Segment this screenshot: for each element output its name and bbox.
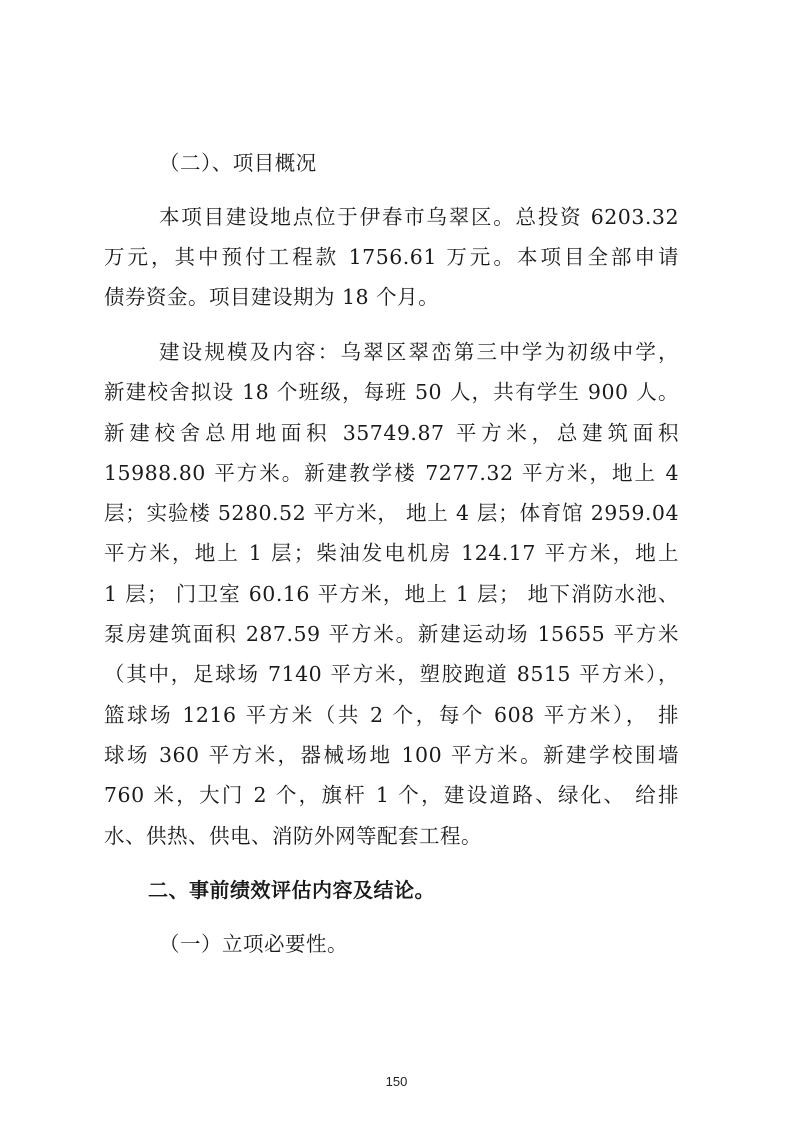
section-heading: （二）、项目概况 — [159, 151, 317, 175]
scale-line-1: 建设规模及内容：乌翠区翠峦第三中学为初级中学， — [159, 340, 679, 364]
scale-line-3: 新建校舍总用地面积 35749.87 平方米，总建筑面积 — [104, 421, 679, 445]
scale-line-2: 新建校舍拟设 18 个班级，每班 50 人，共有学生 900 人。 — [104, 380, 679, 404]
scale-line-4: 15988.80 平方米。新建教学楼 7277.32 平方米，地上 4 — [104, 461, 679, 485]
scale-line-11: 球场 360 平方米，器械场地 100 平方米。新建学校围墙 — [104, 743, 679, 767]
scale-line-12: 760 米，大门 2 个，旗杆 1 个，建设道路、绿化、 给排 — [104, 783, 679, 807]
overview-line-2: 万元，其中预付工程款 1756.61 万元。本项目全部申请 — [104, 245, 679, 269]
scale-line-10: 篮球场 1216 平方米（共 2 个，每个 608 平方米）， 排 — [104, 703, 679, 727]
overview-line-1: 本项目建设地点位于伊春市乌翠区。总投资 6203.32 — [159, 205, 679, 229]
scale-line-5: 层；实验楼 5280.52 平方米， 地上 4 层；体育馆 2959.04 — [104, 501, 679, 525]
overview-line-3: 债券资金。项目建设期为 18 个月。 — [104, 285, 440, 309]
subsection-heading: （一）立项必要性。 — [159, 932, 348, 956]
scale-line-13: 水、供热、供电、消防外网等配套工程。 — [104, 824, 482, 848]
scale-line-8: 泵房建筑面积 287.59 平方米。新建运动场 15655 平方米 — [104, 622, 679, 646]
chapter-heading: 二、事前绩效评估内容及结论。 — [148, 878, 435, 902]
scale-line-6: 平方米，地上 1 层；柴油发电机房 124.17 平方米，地上 — [104, 541, 679, 565]
page-number: 150 — [385, 1074, 408, 1089]
scale-line-9: （其中，足球场 7140 平方米，塑胶跑道 8515 平方米）， — [104, 662, 679, 686]
scale-line-7: 1 层； 门卫室 60.16 平方米，地上 1 层； 地下消防水池、 — [104, 582, 679, 606]
